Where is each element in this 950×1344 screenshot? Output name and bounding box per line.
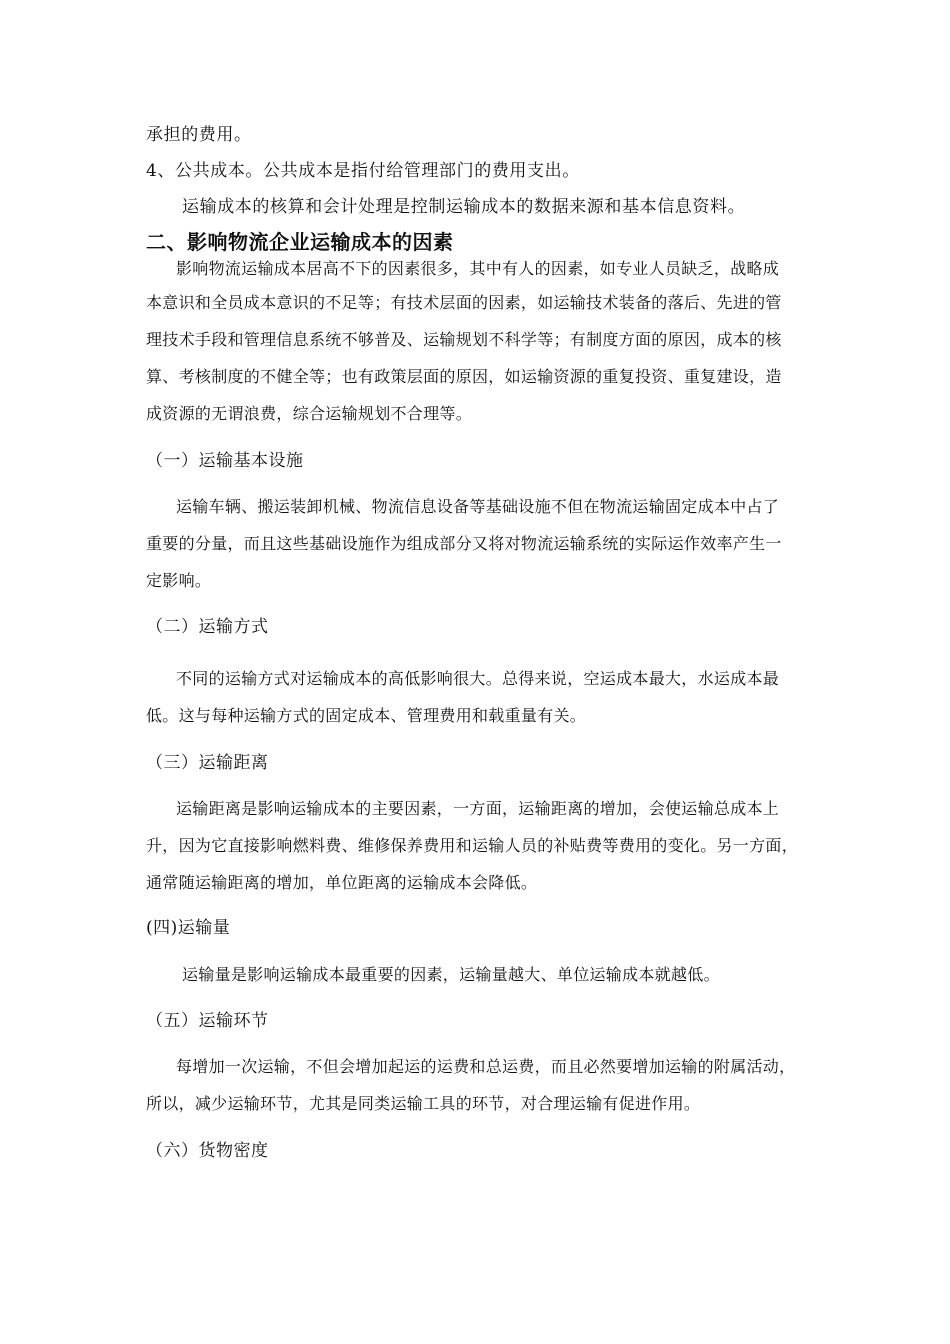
paragraph-line: 每增加一次运输，不但会增加起运的运费和总运费，而且必然要增加运输的附属活动，: [176, 1057, 796, 1076]
subsection-title: （二）运输方式: [146, 617, 269, 637]
paragraph-line: 运输量是影响运输成本最重要的因素，运输量越大、单位运输成本就越低。: [182, 965, 720, 984]
paragraph-line: 重要的分量，而且这些基础设施作为组成部分又将对物流运输系统的实际运作效率产生一: [146, 534, 782, 553]
paragraph-line: 升，因为它直接影响燃料费、维修保养费用和运输人员的补贴费等费用的变化。另一方面，: [146, 836, 799, 855]
paragraph-line: 低。这与每种运输方式的固定成本、管理费用和载重量有关。: [146, 706, 587, 725]
subsection-title: （六）货物密度: [146, 1141, 269, 1161]
subsection-title: （三）运输距离: [146, 753, 269, 773]
text-line: 承担的费用。: [146, 125, 252, 145]
paragraph-line: 不同的运输方式对运输成本的高低影响很大。总得来说，空运成本最大，水运成本最: [176, 669, 780, 688]
paragraph-line: 所以，减少运输环节，尤其是同类运输工具的环节，对合理运输有促进作用。: [146, 1094, 701, 1113]
subsection-title: （一）运输基本设施: [146, 451, 304, 471]
paragraph-line: 运输车辆、搬运装卸机械、物流信息设备等基础设施不但在物流运输固定成本中占了: [176, 497, 780, 516]
text-line: 运输成本的核算和会计处理是控制运输成本的数据来源和基本信息资料。: [182, 197, 746, 217]
paragraph-line: 理技术手段和管理信息系统不够普及、运输规划不科学等；有制度方面的原因，成本的核: [146, 330, 782, 349]
paragraph-line: 定影响。: [146, 571, 212, 590]
text-line: 4、公共成本。公共成本是指付给管理部门的费用支出。: [146, 161, 580, 181]
paragraph-line: 影响物流运输成本居高不下的因素很多，其中有人的因素，如专业人员缺乏，战略成: [176, 259, 780, 278]
paragraph-line: 通常随运输距离的增加，单位距离的运输成本会降低。: [146, 873, 538, 892]
paragraph-line: 本意识和全员成本意识的不足等；有技术层面的因素，如运输技术装备的落后、先进的管: [146, 293, 782, 312]
subsection-title: （五）运输环节: [146, 1011, 269, 1031]
paragraph-line: 成资源的无谓浪费，综合运输规划不合理等。: [146, 404, 473, 423]
paragraph-line: 算、考核制度的不健全等；也有政策层面的原因，如运输资源的重复投资、重复建设，造: [146, 367, 782, 386]
paragraph-line: 运输距离是影响运输成本的主要因素，一方面，运输距离的增加，会使运输总成本上: [176, 799, 780, 818]
subsection-title: (四)运输量: [146, 918, 231, 938]
section-title: 二、影响物流企业运输成本的因素: [146, 230, 454, 254]
